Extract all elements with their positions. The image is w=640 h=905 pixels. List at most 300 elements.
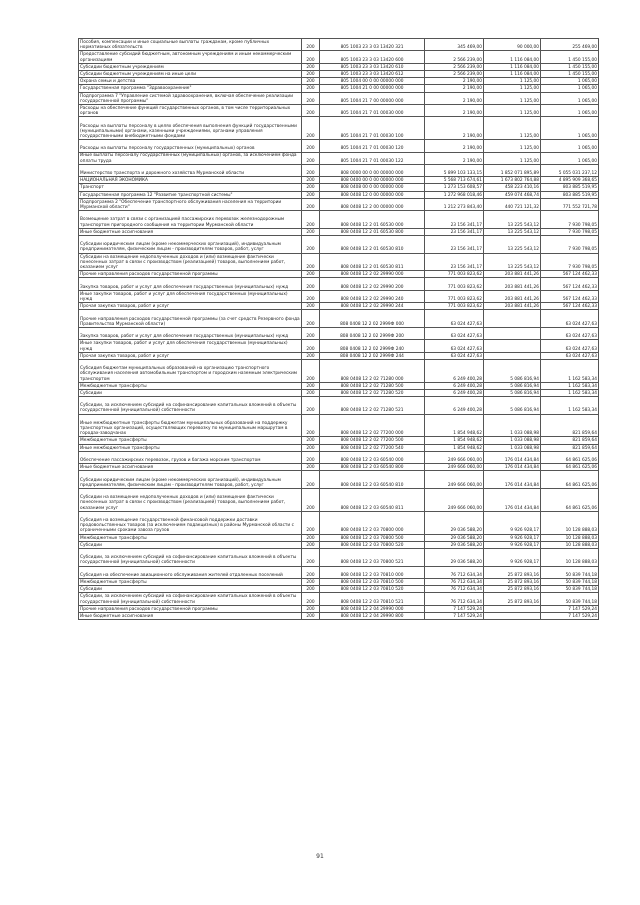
cell-v1: 76 712 634,34: [425, 593, 484, 605]
table-row: [79, 78, 599, 85]
cell-v2: [484, 327, 541, 339]
cell-name: Прочая закупка товаров, работ и услуг: [79, 352, 302, 359]
table-row: [79, 236, 599, 254]
cell-v2: 13 225 543,12: [484, 253, 541, 271]
cell-v1: 2 566 239,00: [425, 51, 484, 63]
table-row: [79, 63, 599, 70]
cell-v2: 1 125,00: [484, 78, 541, 85]
cell-name: Расходы на выплаты персоналу государственных (муниципальных) органов: [79, 140, 302, 152]
cell-kbk: 805 1003 23 3 03 13420 612: [320, 70, 425, 77]
cell-v1: 249 666 060,00: [425, 471, 484, 489]
cell-v2: [484, 340, 541, 352]
cell-v1: 5 899 103 133,15: [425, 164, 484, 176]
cell-kbk: 808 0408 00 0 00 00000 000: [320, 184, 425, 191]
cell-v1: 76 712 634,34: [425, 578, 484, 585]
cell-kbk: 808 0408 12 2 01 60530 800: [320, 228, 425, 235]
cell-v2: 1 852 071 895,89: [484, 164, 541, 176]
page-number: 91: [316, 853, 324, 860]
cell-kbk: 808 0408 12 2 02 77200 000: [320, 414, 425, 437]
cell-name: Предоставление субсидий бюджетным, автономным учреждениям и иным некоммерческим организациям: [79, 51, 302, 63]
cell-kbk: 808 0408 12 2 03 70810 000: [320, 566, 425, 578]
cell-v2: 203 881 441,26: [484, 303, 541, 310]
cell-name: Межбюджетные трансферты: [79, 578, 302, 585]
cell-v3: 50 839 744,18: [541, 593, 599, 605]
cell-v2: 176 014 434,84: [484, 464, 541, 471]
table-row: [79, 382, 599, 389]
cell-code: 200: [302, 228, 320, 235]
cell-v3: 821 859,64: [541, 437, 599, 444]
cell-v1: 2 190,00: [425, 92, 484, 104]
cell-kbk: 808 0408 12 2 02 29990 200: [320, 278, 425, 290]
cell-v1: 6 249 400,28: [425, 397, 484, 415]
cell-v3: 1 162 583,34: [541, 389, 599, 396]
cell-v3: 803 885 519,95: [541, 184, 599, 191]
cell-name: Министерство транспорта и дорожного хозяйства Мурманской области: [79, 164, 302, 176]
cell-kbk: 805 1004 21 0 00 00000 000: [320, 85, 425, 92]
cell-v2: 1 033 088,98: [484, 444, 541, 451]
table-row: [79, 184, 599, 191]
cell-kbk: 805 1004 21 7 01 00030 122: [320, 152, 425, 164]
cell-v2: 1 673 802 764,88: [484, 177, 541, 184]
cell-name: Субсидия на обеспечение авиационного обслуживания жителей отдаленных поселений: [79, 566, 302, 578]
cell-code: 200: [302, 78, 320, 85]
cell-kbk: 808 0408 12 2 03 70800 000: [320, 511, 425, 534]
table-row: [79, 511, 599, 534]
cell-name: Иные закупки товаров, работ и услуг для обеспечения государственных (муниципальных) нужд: [79, 290, 302, 302]
cell-v1: 2 190,00: [425, 85, 484, 92]
cell-v2: 5 086 816,94: [484, 382, 541, 389]
cell-kbk: 805 1004 00 0 00 00000 000: [320, 78, 425, 85]
cell-v2: 458 223 410,16: [484, 184, 541, 191]
cell-kbk: 808 0408 12 2 03 70810 521: [320, 593, 425, 605]
cell-kbk: 805 1004 21 7 01 00030 100: [320, 117, 425, 140]
cell-name: Пособия, компенсации и иные социальные выплаты гражданам, кроме публичных нормативных обязательств: [79, 39, 302, 51]
cell-v3: 1 450 155,00: [541, 70, 599, 77]
cell-v1: 2 190,00: [425, 152, 484, 164]
table-row: [79, 534, 599, 541]
cell-v2: 1 116 084,00: [484, 70, 541, 77]
cell-v1: 63 024 427,63: [425, 327, 484, 339]
cell-v1: 63 024 427,63: [425, 340, 484, 352]
table-row: [79, 586, 599, 593]
cell-code: 200: [302, 85, 320, 92]
cell-v1: 76 712 634,34: [425, 566, 484, 578]
cell-v1: 6 249 400,28: [425, 389, 484, 396]
cell-v2: 13 225 543,12: [484, 211, 541, 229]
cell-name: Иные межбюджетные трансферты бюджетам муниципальных образований на поддержку транспортных организаций, осуществляющих перевозку по муниципальным маршрутам в городах-заводчанах: [79, 414, 302, 437]
cell-name: Закупка товаров, работ и услуг для обеспечения государственных (муниципальных) нужд: [79, 327, 302, 339]
cell-v1: 771 003 823,62: [425, 271, 484, 278]
cell-v3: 5 055 031 237,12: [541, 164, 599, 176]
cell-v2: 176 014 434,84: [484, 489, 541, 512]
table-row: [79, 290, 599, 302]
cell-kbk: 808 0408 12 2 01 60530 811: [320, 253, 425, 271]
cell-v1: 2 190,00: [425, 104, 484, 116]
cell-v2: 25 872 893,16: [484, 566, 541, 578]
cell-v3: 7 147 529,24: [541, 612, 599, 619]
cell-code: 200: [302, 541, 320, 548]
cell-v2: 203 881 441,26: [484, 290, 541, 302]
cell-code: 200: [302, 578, 320, 585]
cell-name: Прочие направления расходов государственной программы (за счет средств Резервного фонда Правительства Мурманской области): [79, 310, 302, 328]
cell-code: 200: [302, 605, 320, 612]
cell-name: Межбюджетные трансферты: [79, 534, 302, 541]
cell-code: 200: [302, 278, 320, 290]
table-row: [79, 451, 599, 463]
cell-v3: 7 930 798,05: [541, 211, 599, 229]
cell-v1: 1 273 153 608,57: [425, 184, 484, 191]
cell-v1: 29 036 588,20: [425, 534, 484, 541]
cell-kbk: 808 0408 12 2 02 2999Ф 240: [320, 340, 425, 352]
cell-kbk: 808 0408 12 2 03 60540 800: [320, 464, 425, 471]
table-row: [79, 566, 599, 578]
cell-code: 200: [302, 437, 320, 444]
cell-v1: 1 212 273 843,40: [425, 198, 484, 210]
cell-v3: 7 930 798,05: [541, 253, 599, 271]
cell-kbk: 808 0408 12 2 02 71280 520: [320, 389, 425, 396]
cell-code: 200: [302, 63, 320, 70]
cell-v1: 76 712 634,34: [425, 586, 484, 593]
cell-v3: 64 861 625,06: [541, 464, 599, 471]
cell-name: Межбюджетные трансферты: [79, 382, 302, 389]
cell-name: Субсидии: [79, 586, 302, 593]
cell-v3: 1 065,00: [541, 117, 599, 140]
cell-code: 200: [302, 177, 320, 184]
cell-v2: [484, 612, 541, 619]
cell-v1: 23 156 341,17: [425, 253, 484, 271]
cell-kbk: 808 0408 12 2 02 29990 240: [320, 290, 425, 302]
cell-code: 200: [302, 39, 320, 51]
table-row: [79, 464, 599, 471]
cell-kbk: 805 1004 21 7 01 00030 000: [320, 104, 425, 116]
cell-code: 200: [302, 414, 320, 437]
cell-kbk: 808 0408 12 2 02 71280 521: [320, 397, 425, 415]
cell-kbk: 808 0408 12 2 00 00000 000: [320, 198, 425, 210]
cell-code: 200: [302, 382, 320, 389]
cell-code: 200: [302, 397, 320, 415]
cell-v1: 1 854 948,62: [425, 414, 484, 437]
cell-v2: 5 086 816,94: [484, 397, 541, 415]
cell-code: 200: [302, 612, 320, 619]
cell-v1: 249 666 060,00: [425, 464, 484, 471]
table-row: [79, 191, 599, 198]
cell-name: Обеспечение пассажирских перевозок, грузов и багажа морским транспортом: [79, 451, 302, 463]
cell-name: Государственная программа "Здравоохранение": [79, 85, 302, 92]
cell-name: Иные бюджетные ассигнования: [79, 228, 302, 235]
cell-code: 200: [302, 451, 320, 463]
cell-code: 200: [302, 271, 320, 278]
cell-name: Субсидии юридическим лицам (кроме некоммерческих организаций), индивидуальным предпринимателям, физическим лицам - производителям товаров, работ, услуг: [79, 471, 302, 489]
cell-name: Иные бюджетные ассигнования: [79, 612, 302, 619]
cell-kbk: 808 0408 12 2 02 2999Ф 000: [320, 310, 425, 328]
table-row: [79, 198, 599, 210]
cell-v2: 176 014 434,84: [484, 451, 541, 463]
cell-v1: 29 036 588,20: [425, 511, 484, 534]
table-row: [79, 117, 599, 140]
cell-code: 200: [302, 117, 320, 140]
cell-kbk: 808 0408 12 2 02 77200 540: [320, 444, 425, 451]
cell-name: Закупка товаров, работ и услуг для обеспечения государственных (муниципальных) нужд: [79, 278, 302, 290]
cell-v3: 63 024 427,63: [541, 352, 599, 359]
cell-code: 200: [302, 184, 320, 191]
cell-v2: 13 225 543,12: [484, 228, 541, 235]
cell-v3: 1 450 155,00: [541, 51, 599, 63]
cell-v3: 64 861 625,06: [541, 489, 599, 512]
table-row: [79, 359, 599, 382]
cell-v1: 1 854 948,62: [425, 437, 484, 444]
cell-v3: 1 162 583,34: [541, 382, 599, 389]
cell-kbk: 808 0408 12 2 02 29990 000: [320, 271, 425, 278]
cell-v2: 440 721 121,32: [484, 198, 541, 210]
cell-v3: 63 024 427,63: [541, 340, 599, 352]
cell-kbk: 808 0408 12 2 02 71280 000: [320, 359, 425, 382]
cell-v2: 176 014 434,84: [484, 471, 541, 489]
cell-code: 200: [302, 70, 320, 77]
cell-v2: 9 926 928,17: [484, 541, 541, 548]
cell-v3: 64 861 625,06: [541, 471, 599, 489]
cell-v3: 7 930 798,05: [541, 228, 599, 235]
cell-v2: 1 125,00: [484, 117, 541, 140]
cell-name: Государственная программа 12 "Развитие транспортной системы": [79, 191, 302, 198]
cell-v1: 23 156 341,17: [425, 236, 484, 254]
cell-kbk: 808 0408 12 2 01 60530 000: [320, 211, 425, 229]
cell-v3: 1 065,00: [541, 152, 599, 164]
cell-code: 200: [302, 489, 320, 512]
cell-name: НАЦИОНАЛЬНАЯ ЭКОНОМИКА: [79, 177, 302, 184]
table-row: [79, 340, 599, 352]
cell-name: Подпрограмма 7 "Управление системой здравоохранения, включая обеспечение реализации государственной программы": [79, 92, 302, 104]
cell-kbk: 808 0408 12 2 02 71280 500: [320, 382, 425, 389]
cell-name: Транспорт: [79, 184, 302, 191]
cell-v2: 9 926 928,17: [484, 534, 541, 541]
cell-kbk: 808 0408 12 2 03 60540 000: [320, 451, 425, 463]
table-row: [79, 471, 599, 489]
cell-v2: 1 125,00: [484, 85, 541, 92]
cell-v1: 771 003 823,62: [425, 278, 484, 290]
table-row: [79, 271, 599, 278]
cell-v3: 255 469,00: [541, 39, 599, 51]
cell-code: 200: [302, 191, 320, 198]
cell-v1: 23 156 341,17: [425, 228, 484, 235]
cell-v1: 29 036 588,20: [425, 549, 484, 567]
cell-v3: 50 839 744,18: [541, 586, 599, 593]
cell-v1: 6 249 400,28: [425, 382, 484, 389]
cell-v2: 25 872 893,16: [484, 578, 541, 585]
cell-name: Субсидии, за исключением субсидий на софинансирование капитальных вложений в объекты государственной (муниципальной) собственности: [79, 549, 302, 567]
cell-code: 200: [302, 152, 320, 164]
cell-v1: 2 190,00: [425, 140, 484, 152]
cell-v3: 1 450 155,00: [541, 63, 599, 70]
cell-kbk: 805 1003 23 3 03 13420 610: [320, 63, 425, 70]
cell-name: Субсидии на возмещение недополученных доходов и (или) возмещение фактически понесенных затрат в связи с производством (реализацией) товаров, выполнением работ, оказанием услуг: [79, 489, 302, 512]
cell-v3: 567 124 462,33: [541, 278, 599, 290]
table-row: [79, 352, 599, 359]
cell-v3: 1 065,00: [541, 78, 599, 85]
cell-v3: 1 065,00: [541, 140, 599, 152]
cell-v3: 1 065,00: [541, 104, 599, 116]
cell-v1: 29 036 588,20: [425, 541, 484, 548]
cell-v1: 249 666 060,00: [425, 451, 484, 463]
cell-kbk: 808 0408 12 2 02 2999Ф 244: [320, 352, 425, 359]
cell-name: Прочие направления расходов государственной программы: [79, 271, 302, 278]
cell-v3: 63 024 427,63: [541, 310, 599, 328]
cell-v1: 2 190,00: [425, 78, 484, 85]
cell-code: 200: [302, 464, 320, 471]
cell-kbk: 805 1003 23 3 03 13420 600: [320, 51, 425, 63]
cell-kbk: 808 0408 12 2 03 70800 521: [320, 549, 425, 567]
cell-v1: 7 147 529,24: [425, 605, 484, 612]
cell-code: 200: [302, 327, 320, 339]
cell-kbk: 808 0408 12 2 03 70810 520: [320, 586, 425, 593]
cell-name: Иные бюджетные ассигнования: [79, 464, 302, 471]
cell-v1: 2 190,00: [425, 117, 484, 140]
cell-code: 200: [302, 310, 320, 328]
cell-v3: 50 839 744,18: [541, 578, 599, 585]
cell-v2: 1 125,00: [484, 140, 541, 152]
cell-v2: 25 872 893,16: [484, 593, 541, 605]
table-row: [79, 444, 599, 451]
cell-kbk: 808 0408 12 2 02 77200 500: [320, 437, 425, 444]
table-row: [79, 389, 599, 396]
cell-kbk: 808 0400 00 0 00 00000 000: [320, 177, 425, 184]
table-row: [79, 549, 599, 567]
cell-v3: 567 124 462,33: [541, 271, 599, 278]
cell-v3: 821 859,64: [541, 414, 599, 437]
cell-v2: 459 074 468,74: [484, 191, 541, 198]
cell-name: Охрана семьи и детства: [79, 78, 302, 85]
cell-v1: 1 272 968 018,46: [425, 191, 484, 198]
table-row: [79, 437, 599, 444]
table-row: [79, 164, 599, 176]
cell-v2: 1 125,00: [484, 152, 541, 164]
cell-name: Расходы на обеспечение функций государственных органов, в том числе территориальных органов: [79, 104, 302, 116]
cell-code: 200: [302, 198, 320, 210]
cell-kbk: 808 0408 12 2 03 70810 500: [320, 578, 425, 585]
cell-code: 200: [302, 389, 320, 396]
cell-code: 200: [302, 586, 320, 593]
cell-v2: 1 033 088,98: [484, 437, 541, 444]
table-row: [79, 140, 599, 152]
cell-code: 200: [302, 340, 320, 352]
cell-v2: 5 086 816,94: [484, 389, 541, 396]
cell-v3: 10 128 888,03: [541, 549, 599, 567]
budget-table: [78, 38, 599, 620]
table-row: [79, 228, 599, 235]
cell-v3: 1 065,00: [541, 92, 599, 104]
cell-kbk: 808 0000 00 0 00 00000 000: [320, 164, 425, 176]
cell-v3: 50 839 744,18: [541, 566, 599, 578]
cell-name: Субсидии бюджетным учреждениям на иные цели: [79, 70, 302, 77]
table-row: [79, 612, 599, 619]
cell-v2: 203 881 441,26: [484, 271, 541, 278]
cell-v1: 249 666 060,00: [425, 489, 484, 512]
cell-v1: 345 469,00: [425, 39, 484, 51]
cell-code: 200: [302, 534, 320, 541]
cell-v2: 25 872 893,16: [484, 586, 541, 593]
cell-v2: 5 086 816,94: [484, 359, 541, 382]
table-row: [79, 70, 599, 77]
cell-code: 200: [302, 51, 320, 63]
cell-kbk: 808 0408 12 2 02 2999Ф 200: [320, 327, 425, 339]
cell-v2: 9 926 928,17: [484, 511, 541, 534]
table-row: [79, 253, 599, 271]
table-row: [79, 605, 599, 612]
cell-code: 200: [302, 140, 320, 152]
cell-kbk: 808 0408 12 0 00 00000 000: [320, 191, 425, 198]
cell-code: 200: [302, 236, 320, 254]
cell-v2: [484, 310, 541, 328]
cell-v1: 771 003 823,62: [425, 303, 484, 310]
cell-v2: 1 116 084,00: [484, 51, 541, 63]
cell-name: Субсидия бюджетам муниципальных образований на организацию транспортного обслуживания населения автомобильным транспортом и городским наземным электрическим транспортом: [79, 359, 302, 382]
cell-name: Прочие направления расходов государственной программы: [79, 605, 302, 612]
cell-v3: 7 930 798,05: [541, 236, 599, 254]
cell-v2: 1 125,00: [484, 104, 541, 116]
cell-code: 200: [302, 444, 320, 451]
cell-kbk: 805 1004 21 7 01 00030 120: [320, 140, 425, 152]
table-row: [79, 327, 599, 339]
cell-code: 200: [302, 359, 320, 382]
cell-code: 200: [302, 164, 320, 176]
cell-v1: 771 003 823,62: [425, 290, 484, 302]
cell-name: Субсидии, за исключением субсидий на софинансирование капитальных вложений в объекты государственной (муниципальной) собственности: [79, 397, 302, 415]
cell-kbk: 805 1004 21 7 00 00000 000: [320, 92, 425, 104]
budget-table-body: [79, 39, 599, 620]
cell-v3: 64 861 625,06: [541, 451, 599, 463]
cell-v3: 567 124 462,33: [541, 303, 599, 310]
table-row: [79, 397, 599, 415]
cell-kbk: 808 0408 12 2 03 60540 811: [320, 489, 425, 512]
cell-name: Субсидия на возмещение государственной финансовой поддержки доставки продовольственных товаров (за исключением подакцизных) в районы Мурманской области с ограниченными сроками завоза грузов: [79, 511, 302, 534]
table-row: [79, 593, 599, 605]
cell-kbk: 808 0408 12 2 04 29990 800: [320, 612, 425, 619]
table-row: [79, 152, 599, 164]
cell-code: 200: [302, 290, 320, 302]
table-row: [79, 85, 599, 92]
cell-kbk: 808 0408 12 2 03 60540 810: [320, 471, 425, 489]
table-row: [79, 104, 599, 116]
cell-v2: 13 225 543,12: [484, 236, 541, 254]
cell-v1: 6 249 400,28: [425, 359, 484, 382]
cell-code: 200: [302, 352, 320, 359]
table-row: [79, 211, 599, 229]
cell-kbk: 808 0408 12 2 02 29990 244: [320, 303, 425, 310]
cell-name: Субсидии: [79, 541, 302, 548]
table-row: [79, 278, 599, 290]
cell-v1: 63 024 427,63: [425, 352, 484, 359]
cell-name: Возмещение затрат в связи с организацией пассажирских перевозок железнодорожным транспортом пригородного сообщения на территории Мурманской области: [79, 211, 302, 229]
cell-kbk: 808 0408 12 2 04 29990 000: [320, 605, 425, 612]
cell-v2: [484, 352, 541, 359]
cell-v1: 1 854 948,62: [425, 444, 484, 451]
cell-name: Иные закупки товаров, работ и услуг для обеспечения государственных (муниципальных) нужд: [79, 340, 302, 352]
cell-v1: 23 156 341,17: [425, 211, 484, 229]
cell-v3: 63 024 427,63: [541, 327, 599, 339]
cell-v2: 203 881 441,26: [484, 278, 541, 290]
cell-code: 200: [302, 511, 320, 534]
cell-v2: 1 116 084,00: [484, 63, 541, 70]
table-row: [79, 489, 599, 512]
cell-code: 200: [302, 471, 320, 489]
cell-v3: 567 124 462,33: [541, 290, 599, 302]
cell-name: Расходы на выплаты персоналу в целях обеспечения выполнения функций государственными (муниципальными) органами, казенными учреждениями, органами управления государственными внебюджетными фондами: [79, 117, 302, 140]
cell-name: Субсидии, за исключением субсидий на софинансирование капитальных вложений в объекты государственной (муниципальной) собственности: [79, 593, 302, 605]
cell-v2: 90 000,00: [484, 39, 541, 51]
table-row: [79, 541, 599, 548]
table-row: [79, 177, 599, 184]
cell-v3: 1 162 583,34: [541, 359, 599, 382]
cell-name: Субсидии: [79, 389, 302, 396]
